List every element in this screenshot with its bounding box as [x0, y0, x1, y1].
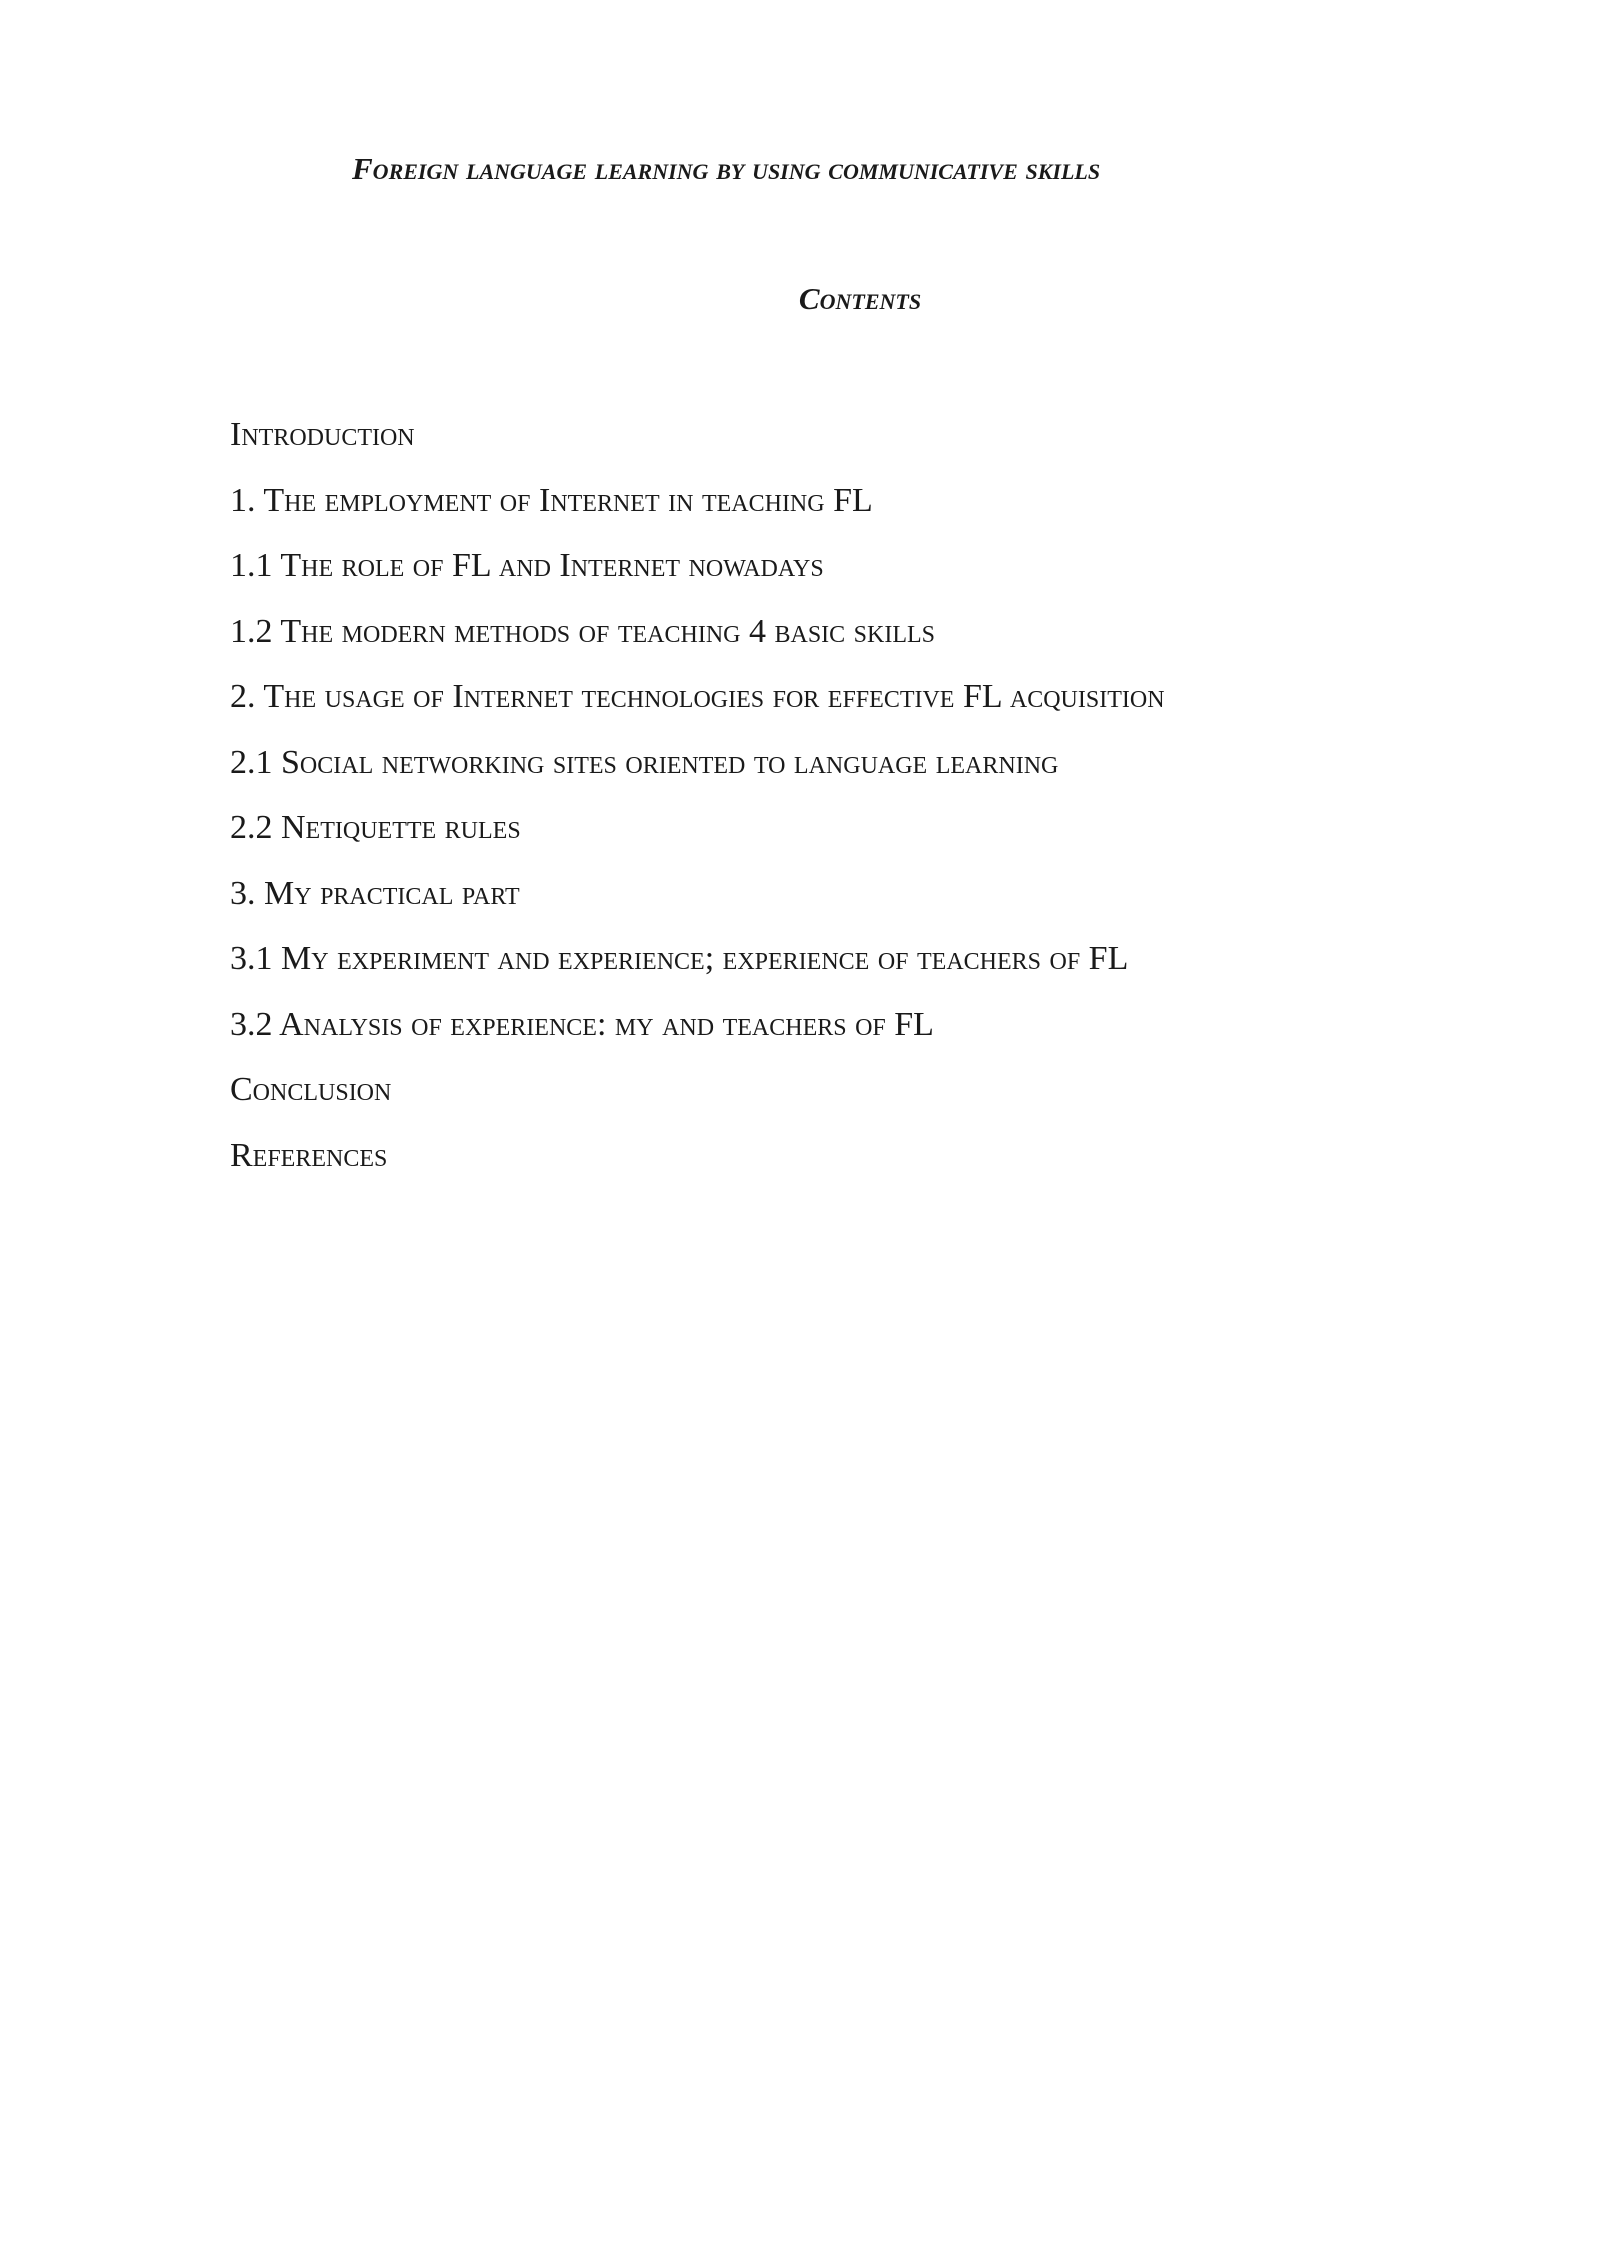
document-title: Foreign language learning by using communicative skills: [352, 151, 1101, 186]
toc-item-1: 1. The employment of Internet in teaching FL: [230, 481, 873, 519]
toc-item-2-2: 2.2 Netiquette rules: [230, 809, 521, 846]
toc-item-references: References: [230, 1136, 388, 1174]
contents-heading: Contents: [798, 281, 922, 316]
toc-item-2: 2. The usage of Internet technologies for effective FL acquisition: [230, 678, 1165, 715]
toc-item-introduction: Introduction: [230, 416, 415, 453]
toc-item-2-1: 2.1 Social networking sites oriented to language learning: [230, 743, 1059, 781]
toc-item-1-2: 1.2 The modern methods of teaching 4 basic skills: [230, 612, 936, 650]
toc-item-3-1: 3.1 My experiment and experience; experience of teachers of FL: [230, 940, 1129, 977]
toc-item-1-1: 1.1 The role of FL and Internet nowadays: [230, 547, 824, 584]
toc-item-3-2: 3.2 Analysis of experience: my and teachers of FL: [230, 1005, 934, 1043]
toc-item-conclusion: Conclusion: [230, 1071, 392, 1108]
table-of-contents: [230, 413, 1165, 1199]
toc-item-3: 3. My practical part: [230, 874, 520, 912]
